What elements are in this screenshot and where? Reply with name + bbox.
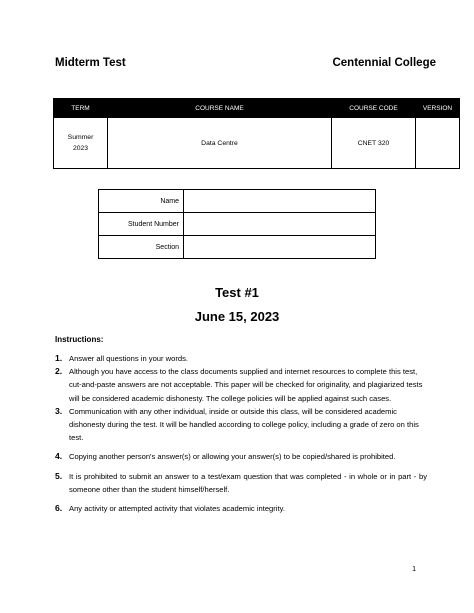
course-name-cell: Data Centre bbox=[108, 118, 332, 169]
instruction-item bbox=[55, 450, 427, 463]
course-info-table bbox=[53, 98, 460, 169]
section-field[interactable] bbox=[184, 236, 376, 259]
instruction-item bbox=[55, 470, 427, 496]
identity-row-name bbox=[99, 190, 376, 213]
instruction-item bbox=[55, 365, 427, 405]
instruction-number: 5. bbox=[55, 470, 63, 481]
instruction-item bbox=[55, 352, 427, 365]
instruction-item bbox=[55, 502, 427, 515]
instruction-number: 1. bbox=[55, 353, 63, 363]
course-code-cell: CNET 320 bbox=[332, 118, 416, 169]
instruction-text: Although you have access to the class documents supplied and internet resources to complete this test, cut-and-paste answers are not acceptable. This paper will be checked for originality, and plagiarized tests will be considered academic dishonesty. The college policies will be applied against such cases. bbox=[69, 367, 423, 403]
instruction-text: Answer all questions in your words. bbox=[69, 354, 189, 363]
version-cell[interactable] bbox=[416, 118, 460, 169]
instruction-item bbox=[55, 405, 427, 445]
institution-name: Centennial College bbox=[332, 57, 436, 69]
identity-row-section bbox=[99, 236, 376, 259]
instruction-number: 2. bbox=[55, 366, 63, 377]
instruction-number: 4. bbox=[55, 451, 63, 462]
instructions-heading: Instructions: bbox=[55, 335, 104, 344]
instruction-number: 3. bbox=[55, 405, 63, 416]
instruction-text: It is prohibited to submit an answer to a test/exam question that was completed - in whole or in part - by someone other than the student himself/herself. bbox=[69, 471, 427, 494]
student-identity-table bbox=[98, 189, 376, 259]
instructions-list bbox=[55, 352, 427, 515]
student-number-label: Student Number bbox=[99, 213, 184, 236]
section-label: Section bbox=[99, 236, 184, 259]
column-header-version: VERSION bbox=[416, 99, 460, 118]
term-season: Summer bbox=[67, 134, 94, 141]
column-header-course-name: COURSE NAME bbox=[108, 99, 332, 118]
identity-row-student-number bbox=[99, 213, 376, 236]
instruction-text: Any activity or attempted activity that violates academic integrity. bbox=[69, 504, 285, 514]
student-number-field[interactable] bbox=[184, 213, 376, 236]
course-table-row bbox=[54, 118, 460, 169]
page-number: 1 bbox=[412, 566, 416, 573]
name-label: Name bbox=[99, 190, 184, 213]
test-date: June 15, 2023 bbox=[194, 309, 280, 324]
course-table-header-row bbox=[54, 99, 460, 118]
term-year: 2023 bbox=[72, 145, 89, 152]
instruction-text: Communication with any other individual, inside or outside this class, will be considered academic dishonesty during the test. It will be handled according to college policy, including a grade of zero on this test. bbox=[69, 406, 419, 443]
test-title: Test #1 bbox=[215, 285, 259, 300]
instruction-text: Copying another person's answer(s) or allowing your answer(s) to be copied/shared is prohibited. bbox=[69, 452, 396, 462]
name-field[interactable] bbox=[184, 190, 376, 213]
column-header-term: TERM bbox=[54, 99, 108, 118]
column-header-course-code: COURSE CODE bbox=[332, 99, 416, 118]
document-type-title: Midterm Test bbox=[55, 57, 126, 69]
term-cell bbox=[54, 118, 108, 169]
instruction-number: 6. bbox=[55, 503, 63, 514]
